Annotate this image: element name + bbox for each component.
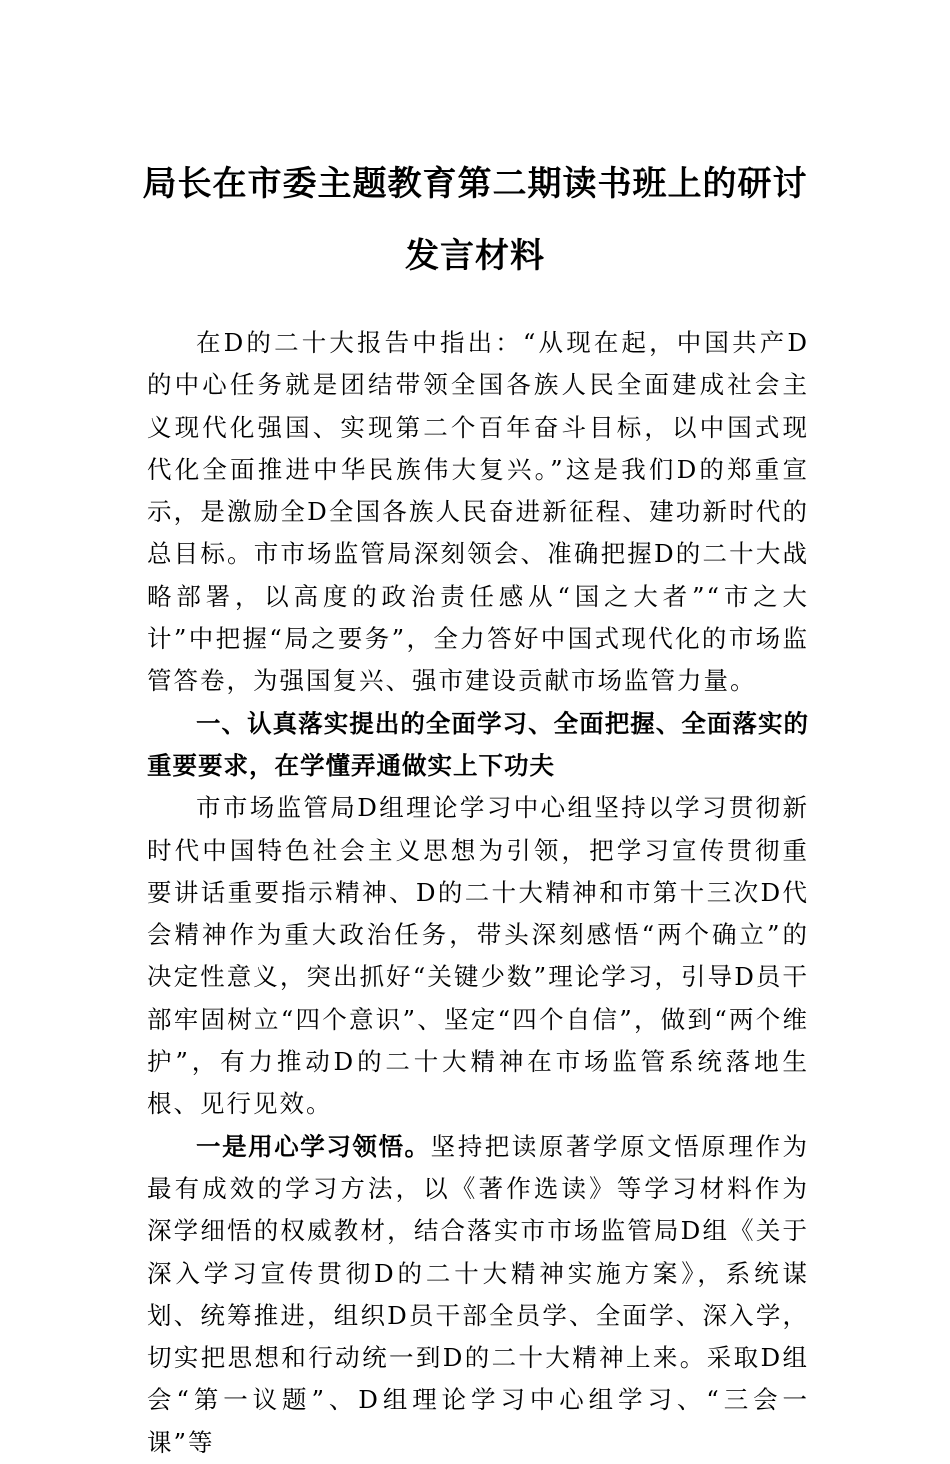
study-paragraph-text: 坚持把读原著学原文悟原理作为最有成效的学习方法，以《著作选读》等学习材料作为深学细悟的权威教材，结合落实市市场监管局D组《关于深入学习宣传贯彻D的二十大精神实施方案》，系统谋划、统筹推进，组织D员干部全员学、全面学、深入学，切实把思想和行动统一到D的二十大精神上来。采取D组会“第一议题”、D组理论学习中心组学习、“三会一课”等 <box>147 1131 810 1457</box>
document-body <box>147 322 809 1464</box>
section-1-paragraph: 市市场监管局D组理论学习中心组坚持以学习贯彻新时代中国特色社会主义思想为引领，把学习宣传贯彻重要讲话重要指示精神、D的二十大精神和市第十三次D代会精神作为重大政治任务，带头深刻感悟“两个确立”的决定性意义，突出抓好“关键少数”理论学习，引导D员干部牢固树立“四个意识”、坚定“四个自信”，做到“两个维护”，有力推动D的二十大精神在市场监管系统落地生根、见行见效。 <box>147 793 809 1119</box>
document-title: 局长在市委主题教育第二期读书班上的研讨发言材料 <box>142 164 808 276</box>
intro-paragraph: 在D的二十大报告中指出：“从现在起，中国共产D的中心任务就是团结带领全国各族人民全面建成社会主义现代化强国、实现第二个百年奋斗目标，以中国式现代化全面推进中华民族伟大复兴。”这是我们D的郑重宣示，是激励全D全国各族人民奋进新征程、建功新时代的总目标。市市场监管局深刻领会、准确把握D的二十大战略部署，以高度的政治责任感从“国之大者”“市之大计”中把握“局之要务”，全力答好中国式现代化的市场监管答卷，为强国复兴、强市建设贡献市场监管力量。 <box>147 328 809 696</box>
section-heading-1: 一、认真落实提出的全面学习、全面把握、全面落实的重要要求，在学懂弄通做实上下功夫 <box>147 708 809 780</box>
study-paragraph <box>147 1126 809 1464</box>
study-paragraph-lead: 一是用心学习领悟。 <box>196 1131 431 1161</box>
